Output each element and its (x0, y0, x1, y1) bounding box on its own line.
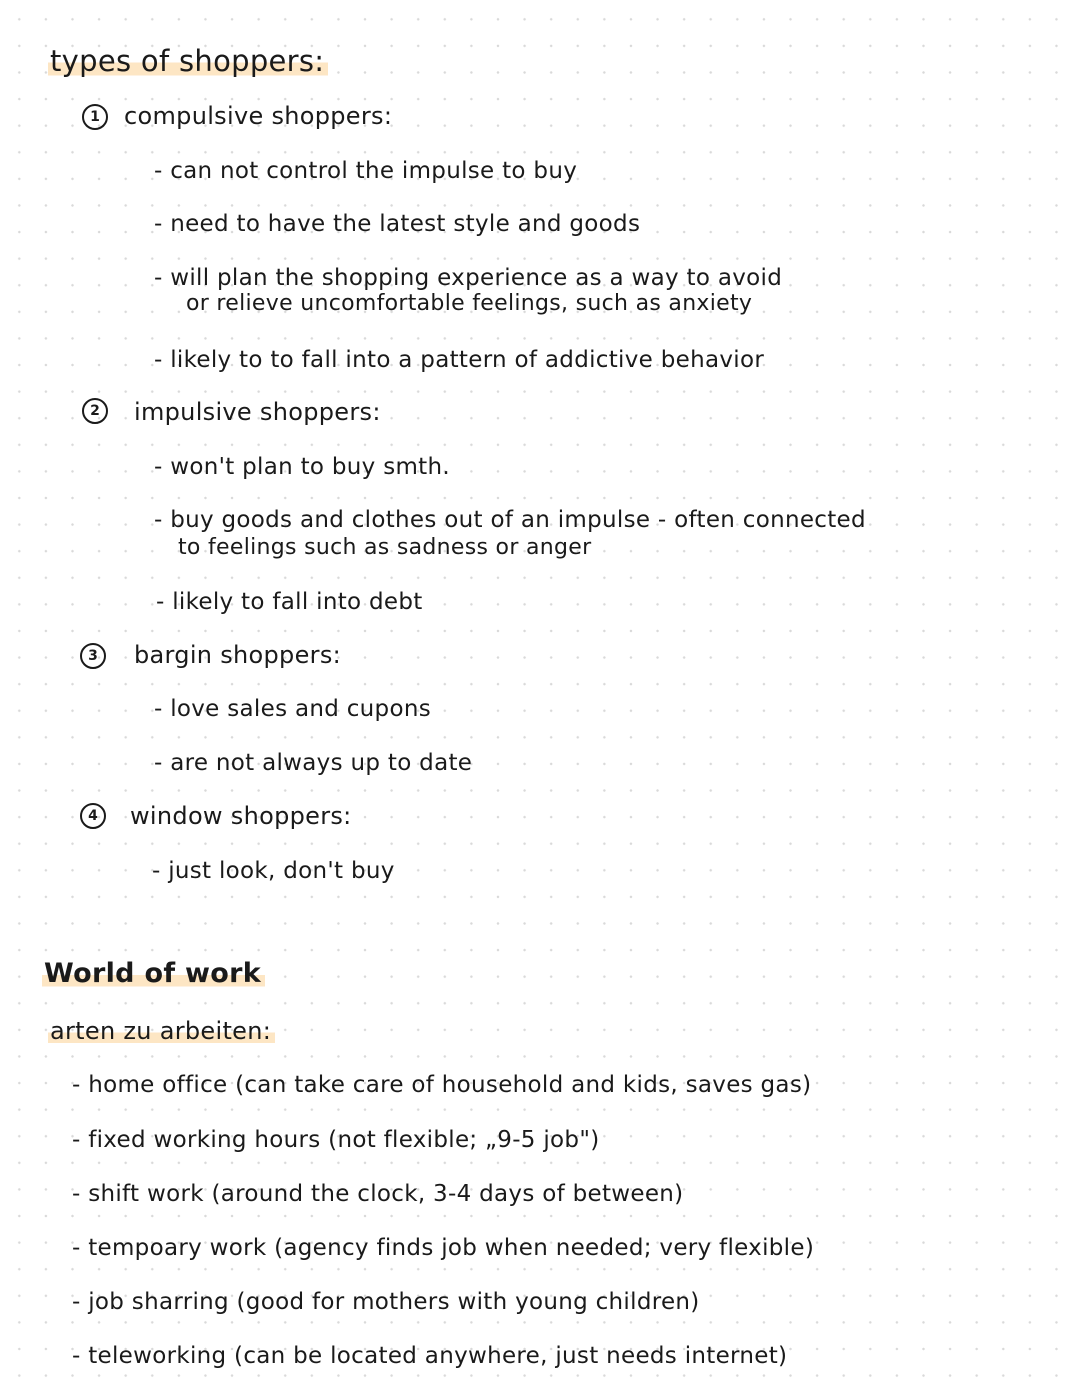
list-item: - are not always up to date (154, 750, 473, 776)
number-badge-1: 1 (82, 104, 108, 130)
number-badge-3: 3 (80, 643, 106, 669)
list-item: - home office (can take care of household and kids, saves gas) (72, 1072, 812, 1098)
list-item: - will plan the shopping experience as a way to avoid (154, 265, 783, 291)
page-title (48, 44, 328, 78)
section-heading-compulsive: compulsive shoppers: (124, 102, 393, 130)
list-item: - need to have the latest style and goods (154, 211, 641, 237)
list-item-continued: to feelings such as sadness or anger (178, 535, 592, 560)
section-heading-bargin: bargin shoppers: (134, 641, 342, 669)
list-item: - love sales and cupons (154, 696, 431, 722)
section-title-text: World of work (42, 958, 265, 989)
list-item: - likely to fall into debt (156, 589, 423, 615)
section-heading-window: window shoppers: (130, 802, 352, 830)
list-item: - shift work (around the clock, 3-4 days of between) (72, 1181, 684, 1207)
section-title-world-of-work (42, 960, 265, 988)
list-item: - teleworking (can be located anywhere, just needs internet) (72, 1343, 788, 1369)
section-heading-impulsive: impulsive shoppers: (134, 398, 381, 426)
section-subtitle-text: arten zu arbeiten: (48, 1017, 275, 1045)
list-item: - tempoary work (agency finds job when needed; very flexible) (72, 1235, 815, 1261)
number-badge-2: 2 (82, 398, 108, 424)
list-item: - job sharring (good for mothers with young children) (72, 1289, 700, 1315)
list-item-continued: or relieve uncomfortable feelings, such as anxiety (186, 291, 753, 316)
number-badge-4: 4 (80, 803, 106, 829)
list-item: - buy goods and clothes out of an impulse - often connected (154, 507, 866, 533)
section-subtitle (48, 1017, 275, 1045)
list-item: - fixed working hours (not flexible; „9-5 job") (72, 1127, 600, 1153)
page-title-text: types of shoppers: (48, 44, 328, 78)
list-item: - won't plan to buy smth. (154, 454, 450, 480)
list-item: - likely to to fall into a pattern of addictive behavior (154, 347, 765, 373)
list-item: - just look, don't buy (152, 858, 395, 884)
list-item: - can not control the impulse to buy (154, 158, 578, 184)
